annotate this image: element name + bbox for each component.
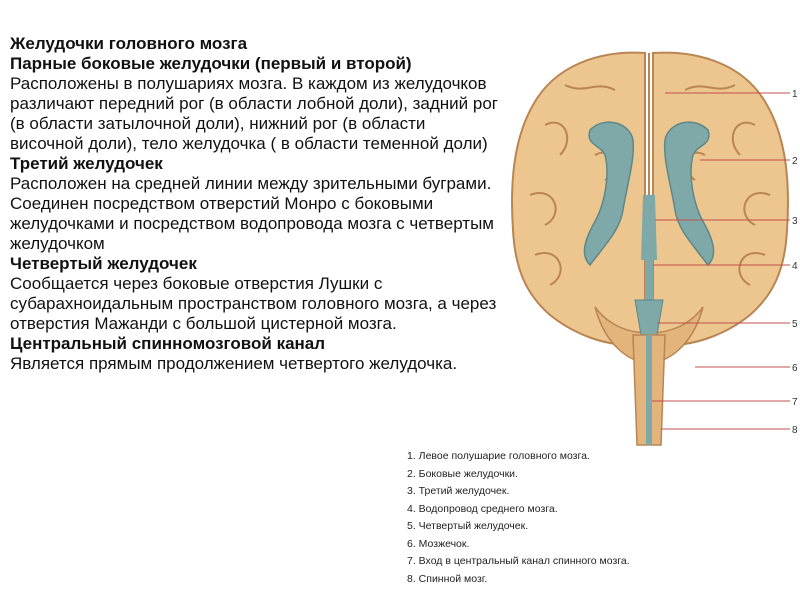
legend-item: 1. Левое полушарие головного мозга. xyxy=(407,450,590,462)
fourth-ventricle-text: Сообщается через боковые отверстия Лушки с субарахноидальным пространством головного мозга, а через отверстия Мажанди с большой цистерной мозга. xyxy=(10,274,497,333)
central-canal xyxy=(646,335,652,445)
third-ventricle xyxy=(641,195,657,260)
third-ventricle-text: Расположен на средней линии между зрительными буграми. Соединен посредством отверстий Монро с боковыми желудочками и посредством водопровода мозга с четвертым желудочком xyxy=(10,174,494,253)
label-2: 2 xyxy=(792,156,798,167)
central-canal-text: Является прямым продолжением четвертого желудочка. xyxy=(10,354,458,373)
label-5: 5 xyxy=(792,319,798,330)
legend-item: 6. Мозжечок. xyxy=(407,537,470,550)
heading-fourth-ventricle: Четвертый желудочек xyxy=(10,254,197,273)
legend-item: 8. Спинной мозг. xyxy=(407,572,488,585)
legend-item: 5. Четвертый желудочек. xyxy=(407,520,529,532)
label-8: 8 xyxy=(792,425,798,436)
legend-item: 7. Вход в центральный канал спинного мозга. xyxy=(407,555,630,567)
label-3: 3 xyxy=(792,216,798,227)
legend-item: 2. Боковые желудочки. xyxy=(407,467,518,480)
brain-ventricles-illustration xyxy=(505,45,800,455)
label-6: 6 xyxy=(792,363,798,374)
cerebral-aqueduct xyxy=(645,260,653,300)
heading-lateral-ventricles: Парные боковые желудочки (первый и второй) xyxy=(10,54,412,73)
legend-item: 4. Водопровод среднего мозга. xyxy=(407,502,558,515)
heading-central-canal: Центральный спинномозговой канал xyxy=(10,334,326,353)
label-1: 1 xyxy=(792,89,798,100)
lateral-ventricles-text: Расположены в полушариях мозга. В каждом из желудочков различают передний рог (в области лобной доли), задний рог (в области затылочной доли), нижний рог (в области височной доли), тело желудочка ( в области теменной доли) xyxy=(10,74,498,153)
label-7: 7 xyxy=(792,397,798,408)
legend-item: 3. Третий желудочек. xyxy=(407,485,510,497)
label-4: 4 xyxy=(792,261,798,272)
main-text xyxy=(10,34,500,374)
heading-third-ventricle: Третий желудочек xyxy=(10,154,163,173)
figure-legend xyxy=(407,448,797,588)
heading-ventricles: Желудочки головного мозга xyxy=(10,34,248,53)
